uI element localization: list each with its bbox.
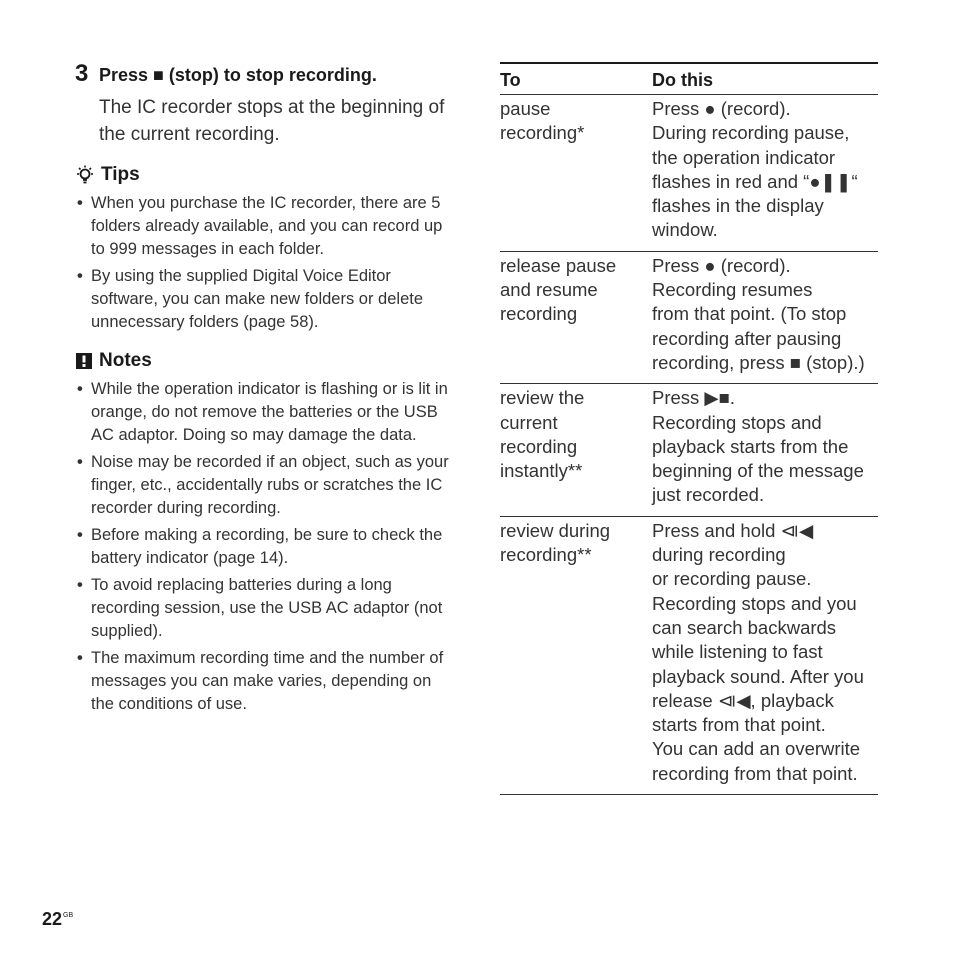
notes-list — [75, 378, 455, 716]
table-row — [500, 95, 878, 252]
page-suffix: GB — [63, 912, 74, 919]
column-header-do-this: Do this — [652, 70, 713, 90]
notes-heading-label: Notes — [99, 350, 152, 371]
tips-heading-label: Tips — [101, 164, 140, 185]
step-3 — [75, 60, 455, 148]
table-row — [500, 252, 878, 384]
tips-list — [75, 192, 455, 334]
table-cell-do: Press ● (record). During recording pause, the operation indicator flashes in red and “●❚❚“ flashes in the display window. — [652, 98, 858, 241]
lightbulb-icon — [75, 165, 95, 185]
list-item: • To avoid replacing batteries during a long recording session, use the USB AC adaptor (not supplied). — [77, 576, 443, 640]
table-row — [500, 517, 878, 795]
table-cell-to: review during recording** — [500, 519, 611, 566]
note-icon — [75, 352, 93, 370]
list-item: • By using the supplied Digital Voice Editor software, you can make new folders or delete unnecessary folders (page 58). — [77, 267, 424, 331]
step-body: The IC recorder stops at the beginning of the current recording. — [99, 97, 445, 145]
list-item: • Noise may be recorded if an object, such as your finger, etc., accidentally rubs or scratches the IC recorder during recording. — [77, 453, 449, 517]
notes-heading — [75, 350, 455, 372]
list-item: • The maximum recording time and the number of messages you can make varies, depending on the conditions of use. — [77, 649, 444, 713]
table-cell-do: Press ● (record). Recording resumes from that point. (To stop recording after pausing recording, press ■ (stop).) — [652, 254, 865, 373]
step-title: Press ■ (stop) to stop recording. — [99, 65, 377, 85]
tips-heading — [75, 164, 455, 186]
page-number: $22^{GB}$ — [42, 909, 74, 929]
list-item: • When you purchase the IC recorder, there are 5 folders already available, and you can record up to 999 messages in each folder. — [77, 194, 443, 258]
table-cell-do: Press and hold ⧏◀ during recording or recording pause. Recording stops and you can search backwards while listening to fast playback sound. After you release ⧏◀, playback starts from that point. You can add an overwrite recording from that point. — [652, 519, 864, 784]
table-row — [500, 384, 878, 516]
left-column — [75, 60, 455, 720]
table-cell-to: review the current recording instantly** — [500, 387, 585, 482]
list-item: • Before making a recording, be sure to check the battery indicator (page 14). — [77, 526, 443, 567]
table-cell-do: Press ▶■. Recording stops and playback starts from the beginning of the message just recorded. — [652, 387, 864, 506]
table-header — [500, 64, 878, 95]
step-number: 3 — [75, 60, 89, 87]
table-cell-to: release pause and resume recording — [500, 254, 617, 325]
column-header-to: To — [500, 70, 521, 90]
table-cell-to: pause recording* — [500, 98, 585, 144]
list-item: • While the operation indicator is flashing or is lit in orange, do not remove the batteries or the USB AC adaptor. Doing so may damage the data. — [77, 380, 448, 444]
operations-table — [500, 62, 878, 795]
